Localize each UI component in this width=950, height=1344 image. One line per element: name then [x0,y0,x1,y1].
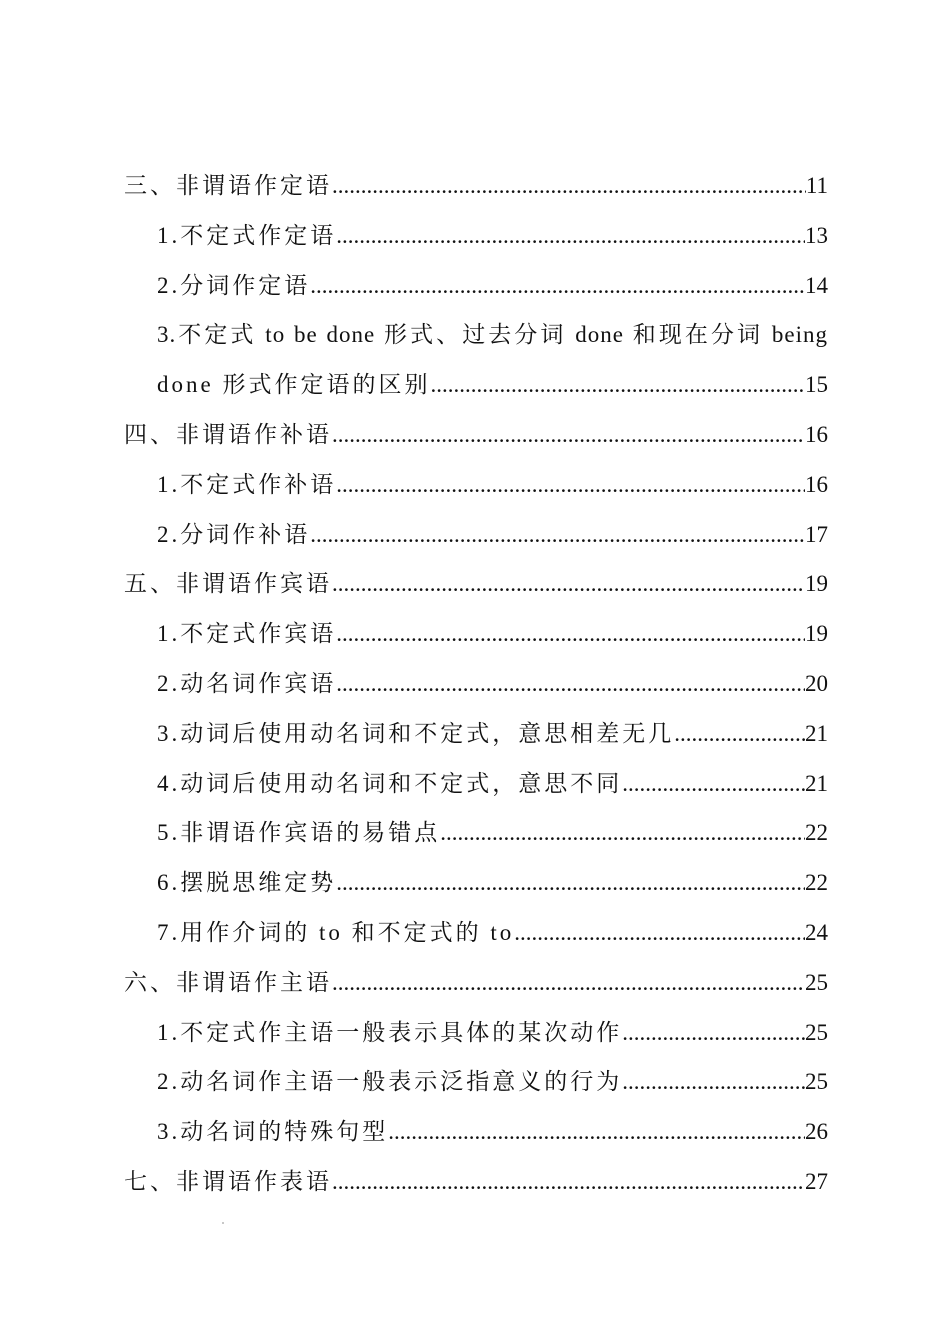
toc-entry-page: 21 [805,720,828,746]
toc-entry-title: 五、非谓语作宾语 [124,571,332,597]
toc-entry-title: 2.动名词作主语一般表示泛指意义的行为 [157,1069,623,1095]
toc-leader-dots [310,261,805,311]
toc-entry-page: 16 [805,421,828,447]
toc-entry[interactable] [0,410,828,460]
toc-entry-title: 三、非谓语作定语 [124,173,332,198]
toc-entry-title: 3.动词后使用动名词和不定式，意思相差无几 [157,720,675,746]
toc-entry[interactable] [0,958,828,1008]
toc-entry-page: 24 [805,919,828,945]
toc-leader-dots [332,161,806,211]
toc-entry-title: 5.非谓语作宾语的易错点 [157,820,441,846]
toc-leader-dots [440,808,805,858]
toc-leader-dots [336,211,805,261]
toc-entry-title-line1: 3.不定式 to be done 形式、过去分词 done 和现在分词 being [157,322,828,348]
toc-entry-page: 27 [805,1168,828,1194]
toc-entry[interactable] [0,858,828,908]
toc-leader-dots [332,410,805,460]
toc-entry-page: 19 [805,621,828,647]
toc-entry[interactable] [0,908,828,958]
toc-entry-page: 17 [805,521,828,547]
toc-leader-dots [674,709,805,759]
toc-entry[interactable] [0,161,828,211]
toc-entry[interactable] [0,460,828,510]
toc-entry-page: 20 [805,670,828,696]
toc-entry-page: 19 [805,571,828,597]
toc-entry[interactable] [0,559,828,609]
toc-entry-page: 26 [805,1119,828,1145]
toc-entry-title: done 形式作定语的区别 [157,372,431,398]
toc-entry-page: 25 [805,969,828,995]
toc-leader-dots [514,908,805,958]
page-speck [222,1222,224,1224]
toc-entry-title: 6.摆脱思维定势 [157,870,337,896]
toc-entry[interactable] [0,1008,828,1058]
toc-entry-title: 2.分词作补语 [157,521,311,547]
toc-entry-title: 七、非谓语作表语 [124,1168,332,1194]
toc-entry-page: 22 [805,870,828,896]
toc-entry-title: 四、非谓语作补语 [124,421,332,447]
toc-leader-dots [336,659,805,709]
toc-leader-dots [310,510,805,560]
toc-entry-page: 22 [805,820,828,846]
table-of-contents [0,161,950,1207]
toc-entry[interactable] [0,659,828,709]
toc-leader-dots [336,460,805,510]
toc-leader-dots [336,609,805,659]
toc-entry[interactable] [0,609,828,659]
toc-entry[interactable] [0,261,828,311]
toc-leader-dots [332,1157,805,1207]
toc-entry-title: 3.动名词的特殊句型 [157,1119,389,1145]
toc-entry-title: 7.用作介词的 to 和不定式的 to [157,919,515,945]
toc-entry-page: 13 [805,222,828,248]
toc-leader-dots [430,360,805,410]
toc-entry[interactable] [0,759,828,809]
toc-leader-dots [332,958,805,1008]
toc-entry[interactable] [0,211,828,261]
toc-entry-title: 1.不定式作主语一般表示具体的某次动作 [157,1019,623,1045]
toc-leader-dots [622,759,805,809]
toc-entry-page: 16 [805,471,828,497]
toc-entry-title: 1.不定式作补语 [157,471,337,497]
toc-entry[interactable] [0,709,828,759]
toc-entry-title: 2.分词作定语 [157,272,311,298]
toc-entry-title: 2.动名词作宾语 [157,670,337,696]
toc-entry-page: 25 [805,1019,828,1045]
toc-entry[interactable] [0,360,828,410]
toc-entry[interactable] [0,1057,828,1107]
toc-entry[interactable] [0,510,828,560]
toc-entry[interactable] [0,1107,828,1157]
toc-leader-dots [388,1107,805,1157]
toc-entry[interactable] [0,1157,828,1207]
toc-leader-dots [622,1008,805,1058]
toc-leader-dots [336,858,805,908]
toc-entry-title: 1.不定式作定语 [157,222,337,248]
toc-entry-page: 15 [805,372,828,398]
toc-entry[interactable] [0,808,828,858]
toc-leader-dots [622,1057,805,1107]
toc-entry-title: 六、非谓语作主语 [124,969,332,995]
toc-entry-page: 21 [805,770,828,796]
toc-entry-title: 1.不定式作宾语 [157,621,337,647]
toc-entry-page: 14 [805,272,828,298]
toc-entry-page: 11 [805,173,828,198]
toc-leader-dots [332,559,805,609]
toc-entry-page: 25 [805,1069,828,1095]
toc-entry-title: 4.动词后使用动名词和不定式，意思不同 [157,770,623,796]
toc-entry-line1[interactable] [0,310,828,360]
